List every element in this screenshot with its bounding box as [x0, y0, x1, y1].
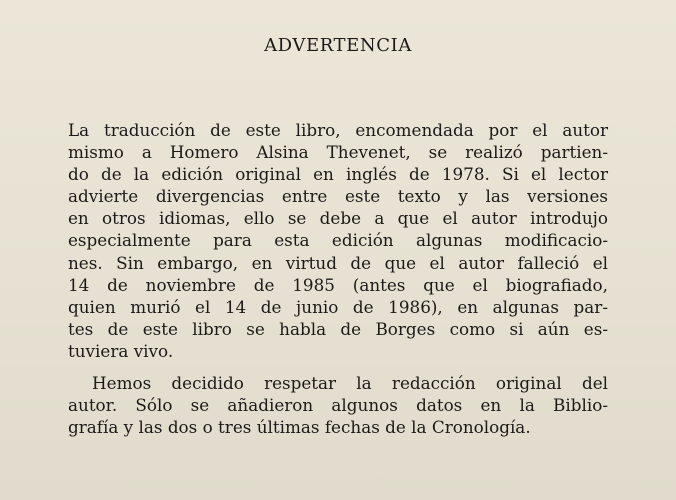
- text-line: La traducción de este libro, encomendada por el autor: [68, 120, 608, 140]
- text-line: especialmente para esta edición algunas modificacio-: [68, 230, 608, 251]
- text-line: quien murió el 14 de junio de 1986), en algunas par-: [68, 296, 608, 317]
- text-line: en otros idiomas, ello se debe a que el autor introdujo: [68, 208, 608, 229]
- text-line: 14 de noviembre de 1985 (antes que el biografiado,: [68, 274, 608, 295]
- text-line: nes. Sin embargo, en virtud de que el autor falleció el: [68, 252, 608, 273]
- paragraph-2: [68, 372, 608, 438]
- text-line: grafía y las dos o tres últimas fechas de la Cronología.: [68, 417, 531, 438]
- text-line: tuviera vivo.: [68, 340, 174, 361]
- text-line: Hemos decidido respetar la redacción original del: [92, 373, 608, 393]
- text-line: tes de este libro se habla de Borges como si aún es-: [68, 318, 608, 339]
- paragraph-1: [68, 119, 608, 362]
- page-title: ADVERTENCIA: [264, 35, 412, 56]
- text-line: do de la edición original en inglés de 1978. Si el lector: [68, 164, 608, 185]
- text-line: autor. Sólo se añadieron algunos datos en la Biblio-: [68, 395, 608, 416]
- text-line: mismo a Homero Alsina Thevenet, se realizó partien-: [68, 142, 608, 163]
- text-line: advierte divergencias entre este texto y las versiones: [68, 186, 608, 207]
